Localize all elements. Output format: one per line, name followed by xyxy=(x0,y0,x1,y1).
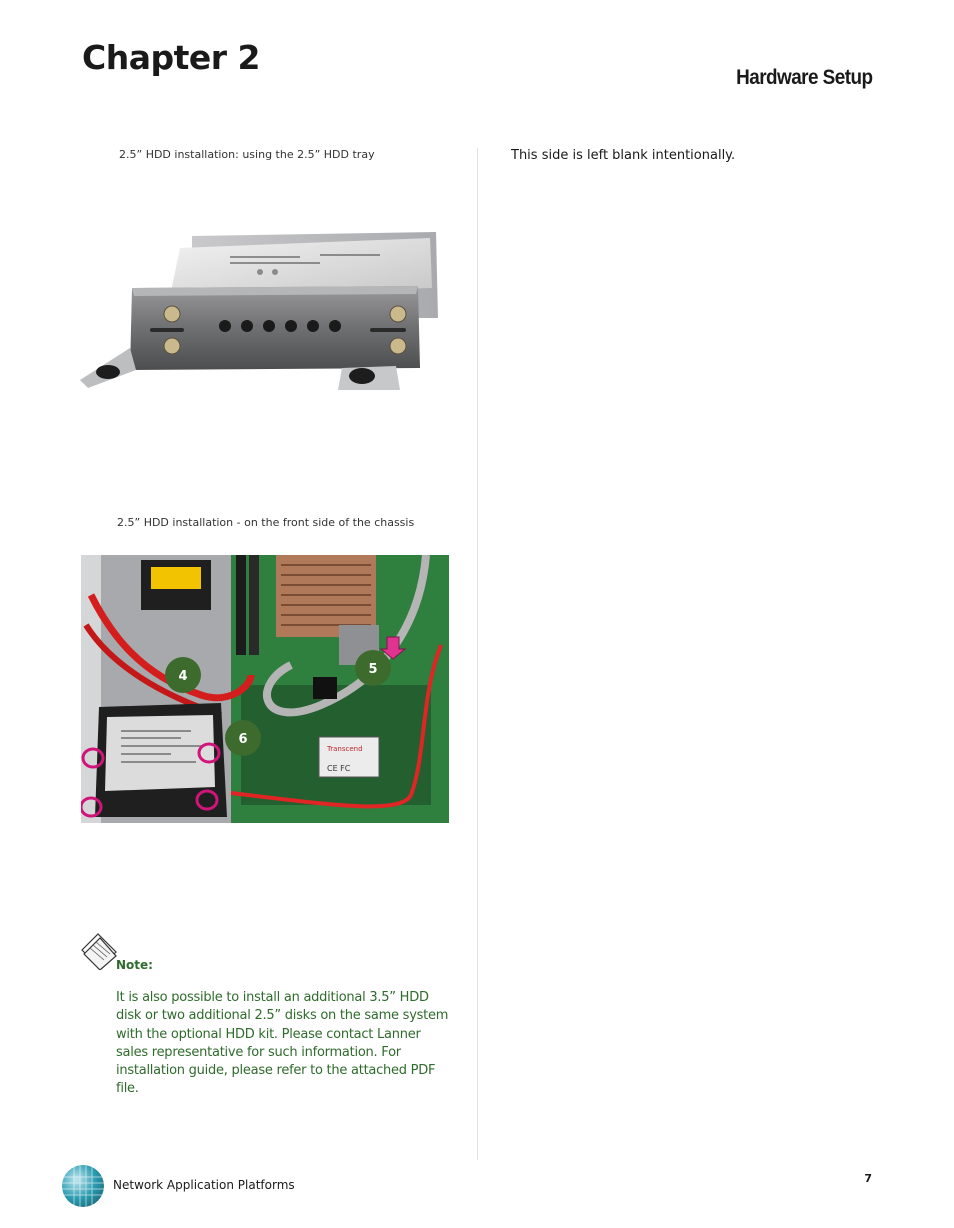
caption-hdd-tray: 2.5” HDD installation: using the 2.5” HDD tray xyxy=(119,148,375,161)
chassis-photo xyxy=(81,555,449,823)
footer-text: Network Application Platforms xyxy=(113,1178,295,1192)
svg-text:6: 6 xyxy=(238,732,248,747)
note-label: Note: xyxy=(116,958,153,972)
lanner-logo-icon xyxy=(60,1163,106,1209)
svg-text:4: 4 xyxy=(178,669,188,684)
cf-brand-label: Transcend xyxy=(327,745,363,753)
callout-4 xyxy=(165,657,201,693)
chapter-title: Chapter 2 xyxy=(82,38,260,77)
column-divider xyxy=(477,148,478,1160)
note-icon xyxy=(78,930,120,970)
hdd-tray-photo xyxy=(80,228,440,390)
blank-side-text: This side is left blank intentionally. xyxy=(511,148,736,163)
page-number: 7 xyxy=(864,1172,872,1185)
caption-chassis: 2.5” HDD installation - on the front side of the chassis xyxy=(117,516,415,529)
svg-text:5: 5 xyxy=(368,662,378,677)
callout-5 xyxy=(355,650,391,686)
callout-6 xyxy=(225,720,261,756)
note-body: It is also possible to install an additional 3.5” HDD disk or two additional 2.5” disks on the same system with the optional HDD kit. Please contact Lanner sales representative for such information. For installation guide, please refer to the attached PDF file. xyxy=(116,990,449,1097)
section-title: Hardware Setup xyxy=(735,66,872,89)
cf-marks-label: CE FC xyxy=(327,764,351,773)
